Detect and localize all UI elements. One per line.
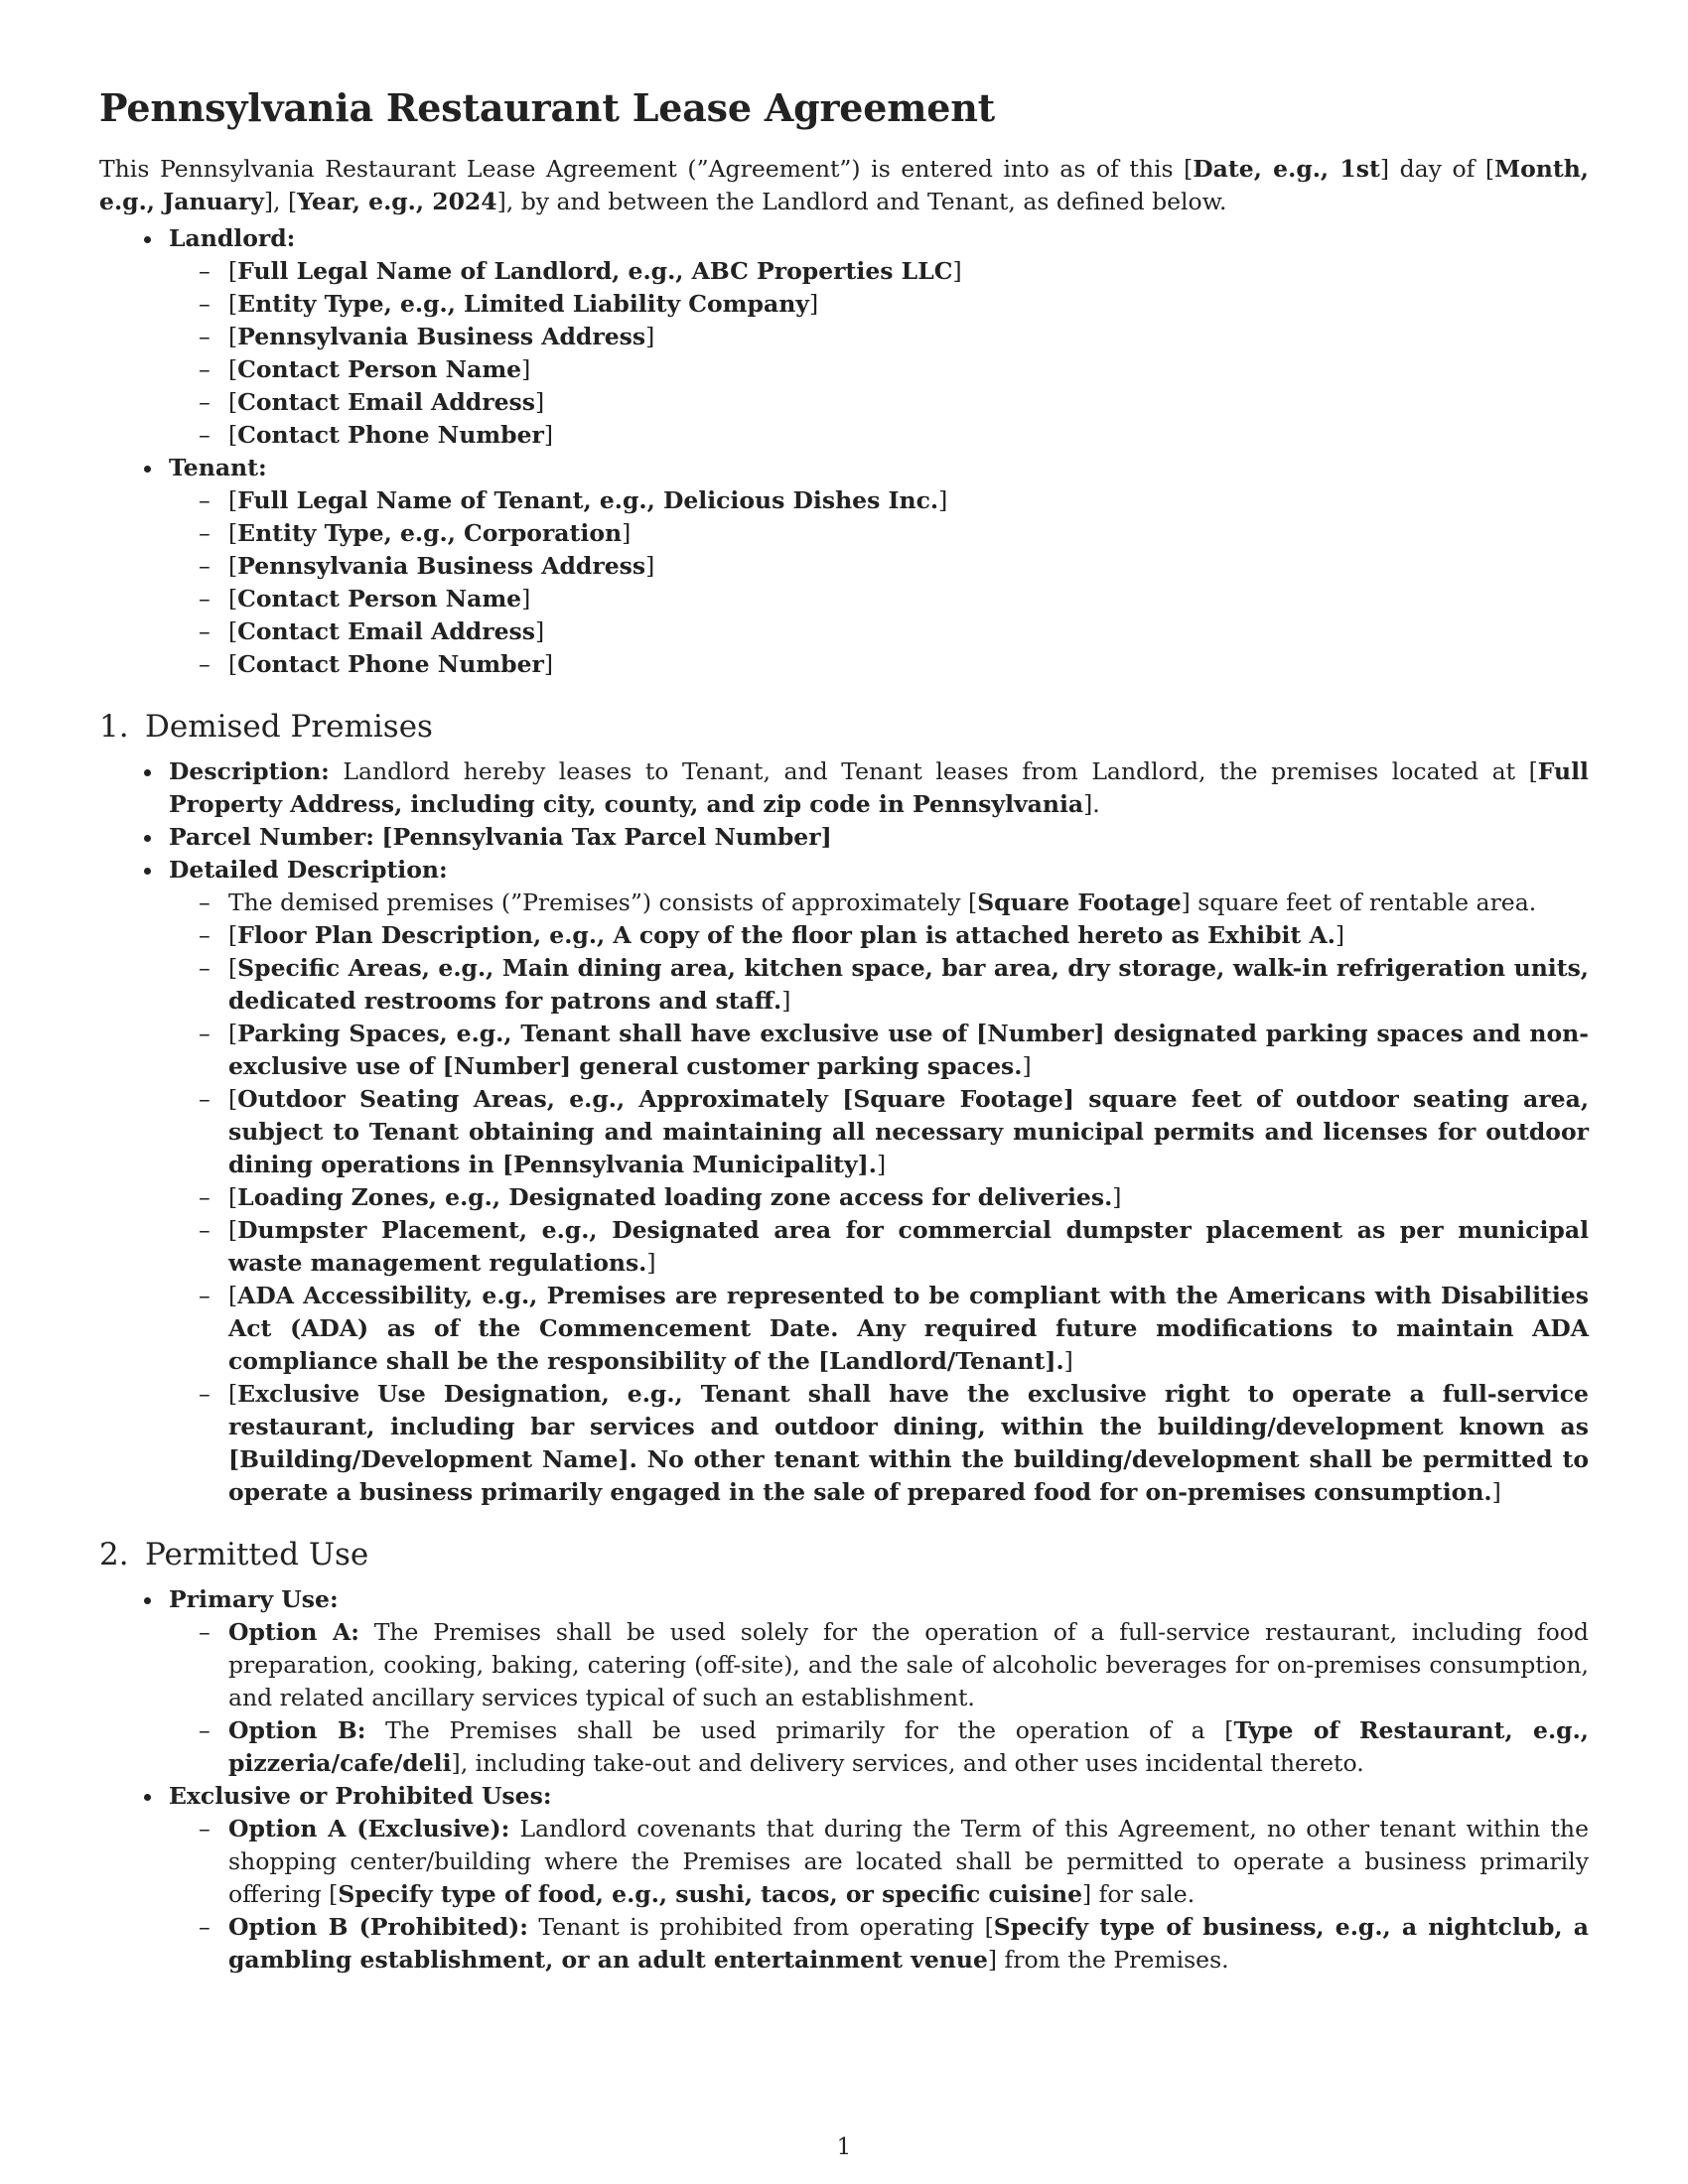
property-address: Full Property Address, including city, county, and zip code in Pennsylvania xyxy=(169,756,1589,818)
detailed-label: Detailed Description: xyxy=(169,855,448,884)
list-item: – [Floor Plan Description, e.g., A copy of the floor plan is attached hereto as Exhibit A.] xyxy=(228,919,1589,952)
section-number: 1. xyxy=(99,708,129,745)
floor-plan: Floor Plan Description, e.g., A copy of the floor plan is attached hereto as Exhibit A. xyxy=(237,920,1336,949)
option-b-text: The Premises shall be used primarily for the operation of a [ xyxy=(385,1715,1234,1744)
detailed-list xyxy=(169,887,1589,1509)
intro-text: This Pennsylvania Restaurant Lease Agreement (”Agreement”) is entered into as of this [ xyxy=(99,154,1194,183)
section-1-heading xyxy=(99,709,1589,746)
landlord-label: Landlord: xyxy=(169,223,296,252)
parcel-item xyxy=(169,821,1589,854)
tenant-email: Contact Email Address xyxy=(237,616,535,645)
option-a-exclusive-label: Option A (Exclusive): xyxy=(228,1814,510,1843)
parcel-label: Parcel Number: xyxy=(169,822,374,851)
page-number: 1 xyxy=(836,2134,852,2160)
option-b-prohibited-label: Option B (Prohibited): xyxy=(228,1912,528,1941)
tenant-address: Pennsylvania Business Address xyxy=(237,551,646,580)
option-b-label: Option B: xyxy=(228,1715,366,1744)
list-item: – [Pennsylvania Business Address] xyxy=(228,321,1589,353)
list-item: – [Parking Spaces, e.g., Tenant shall have exclusive use of [Number] designated parking spaces and non-exclusive use of [Number] general customer parking spaces.] xyxy=(228,1018,1589,1083)
landlord-address: Pennsylvania Business Address xyxy=(237,322,646,350)
ada-accessibility: ADA Accessibility, e.g., Premises are represented to be compliant with the Americans with Disabilities Act (ADA) as of the Commencement Date. Any required future modifications to maintain ADA compliance shall be the responsibility of the [Landlord/Tenant]. xyxy=(228,1281,1589,1375)
list-item: – [Full Legal Name of Landlord, e.g., ABC Properties LLC] xyxy=(228,255,1589,288)
list-item xyxy=(228,887,1589,919)
intro-date: Date, e.g., 1st xyxy=(1193,154,1380,183)
option-a-exclusive-text: Landlord covenants that during the Term of this Agreement, no other tenant within the shopping center/building where the Premises are located shall be permitted to operate a business primarily offering [ xyxy=(228,1814,1589,1908)
intro-text: ] day of [ xyxy=(1379,154,1495,183)
dumpster-placement: Dumpster Placement, e.g., Designated area for commercial dumpster placement as per municipal waste management regulations. xyxy=(228,1215,1589,1277)
landlord-email: Contact Email Address xyxy=(237,387,535,416)
description-item xyxy=(169,755,1589,821)
primary-use-options xyxy=(169,1616,1589,1780)
exclusive-uses-label: Exclusive or Prohibited Uses: xyxy=(169,1781,552,1810)
list-item: – [Full Legal Name of Tenant, e.g., Delicious Dishes Inc.] xyxy=(228,484,1589,517)
option-b-prohibited-text: Tenant is prohibited from operating [ xyxy=(538,1912,994,1941)
intro-year: Year, e.g., 2024 xyxy=(297,187,497,215)
primary-use-label: Primary Use: xyxy=(169,1584,339,1613)
tenant-name: Full Legal Name of Tenant, e.g., Delicious Dishes Inc. xyxy=(237,485,939,514)
option-b-text: ], including take-out and delivery services, and other uses incidental thereto. xyxy=(451,1748,1364,1777)
list-item: – [Contact Phone Number] xyxy=(228,648,1589,681)
intro-text: ], by and between the Landlord and Tenant, as defined below. xyxy=(496,187,1227,215)
list-item: – [Contact Person Name] xyxy=(228,583,1589,615)
parcel-value: [Pennsylvania Tax Parcel Number] xyxy=(381,822,832,851)
landlord-details xyxy=(169,255,1589,452)
tenant-phone: Contact Phone Number xyxy=(237,649,544,678)
description-text: Landlord hereby leases to Tenant, and Tenant leases from Landlord, the premises located at [ xyxy=(343,756,1538,785)
list-item xyxy=(228,1714,1589,1780)
tenant-item xyxy=(169,452,1589,681)
square-footage: Square Footage xyxy=(977,887,1182,916)
option-a-exclusive-text: ] for sale. xyxy=(1082,1879,1196,1908)
list-item: – [Exclusive Use Designation, e.g., Tenant shall have the exclusive right to operate a full-service restaurant, including bar services and outdoor dining, within the building/development known as [Building/Development Name]. No other tenant within the building/development shall be permitted to operate a business primarily engaged in the sale of prepared food for on-premises consumption.] xyxy=(228,1378,1589,1509)
list-item: – [Loading Zones, e.g., Designated loading zone access for deliveries.] xyxy=(228,1181,1589,1214)
document-page xyxy=(99,85,1589,1977)
specific-areas: Specific Areas, e.g., Main dining area, kitchen space, bar area, dry storage, walk-in refrigeration units, dedicated restrooms for patrons and staff. xyxy=(228,953,1589,1015)
list-item xyxy=(228,1911,1589,1977)
list-item: – [Entity Type, e.g., Corporation] xyxy=(228,517,1589,550)
document-title: Pennsylvania Restaurant Lease Agreement xyxy=(99,85,996,130)
primary-use-item xyxy=(169,1583,1589,1780)
section-number: 2. xyxy=(99,1536,129,1572)
intro-month: Month, e.g., January xyxy=(99,154,1589,215)
section-2-heading xyxy=(99,1537,1589,1573)
parties-list xyxy=(99,222,1589,681)
detailed-description-item xyxy=(169,854,1589,1509)
premises-text: ] square feet of rentable area. xyxy=(1181,887,1537,916)
list-item: – [Contact Person Name] xyxy=(228,353,1589,386)
tenant-contact: Contact Person Name xyxy=(237,584,522,613)
section-1-list xyxy=(99,755,1589,1509)
outdoor-seating: Outdoor Seating Areas, e.g., Approximately [Square Footage] square feet of outdoor seating area, subject to Tenant obtaining and maintaining all necessary municipal permits and licenses for outdoor dining operations in [Pennsylvania Municipality]. xyxy=(228,1084,1589,1178)
parking-spaces: Parking Spaces, e.g., Tenant shall have exclusive use of [Number] designated parking spaces and non-exclusive use of [Number] general customer parking spaces. xyxy=(228,1019,1589,1080)
tenant-entity: Entity Type, e.g., Corporation xyxy=(237,518,623,547)
list-item: – [Contact Phone Number] xyxy=(228,419,1589,452)
list-item: – [Pennsylvania Business Address] xyxy=(228,550,1589,583)
list-item: – [ADA Accessibility, e.g., Premises are represented to be compliant with the Americans with Disabilities Act (ADA) as of the Commencement Date. Any required future modifications to maintain ADA compliance shall be the responsibility of the [Landlord/Tenant].] xyxy=(228,1280,1589,1378)
food-type: Specify type of food, e.g., sushi, tacos, or specific cuisine xyxy=(338,1879,1083,1908)
list-item xyxy=(228,1813,1589,1911)
description-label: Description: xyxy=(169,756,330,785)
list-item: – [Outdoor Seating Areas, e.g., Approximately [Square Footage] square feet of outdoor seating area, subject to Tenant obtaining and maintaining all necessary municipal permits and licenses for outdoor dining operations in [Pennsylvania Municipality].] xyxy=(228,1083,1589,1181)
description-end: ]. xyxy=(1083,789,1100,818)
list-item: – [Contact Email Address] xyxy=(228,615,1589,648)
business-type: Specify type of business, e.g., a nightclub, a gambling establishment, or an adult entertainment venue xyxy=(228,1912,1589,1974)
exclusive-uses-item xyxy=(169,1780,1589,1977)
exclusive-use: Exclusive Use Designation, e.g., Tenant shall have the exclusive right to operate a full-service restaurant, including bar services and outdoor dining, within the building/development known as [Building/Development Name]. No other tenant within the building/development shall be permitted to operate a business primarily engaged in the sale of prepared food for on-premises consumption. xyxy=(228,1379,1589,1506)
option-a-text: The Premises shall be used solely for the operation of a full-service restaurant, including food preparation, cooking, baking, catering (off-site), and the sale of alcoholic beverages for on-premises consumption, and related ancillary services typical of such an establishment. xyxy=(228,1617,1589,1711)
intro-text: ], [ xyxy=(263,187,298,215)
option-b-prohibited-text: ] from the Premises. xyxy=(987,1945,1229,1974)
list-item: – [Specific Areas, e.g., Main dining area, kitchen space, bar area, dry storage, walk-in refrigeration units, dedicated restrooms for patrons and staff.] xyxy=(228,952,1589,1018)
section-title: Permitted Use xyxy=(145,1536,369,1572)
section-2-list xyxy=(99,1583,1589,1977)
list-item xyxy=(228,1616,1589,1714)
landlord-entity: Entity Type, e.g., Limited Liability Company xyxy=(237,289,809,318)
tenant-label: Tenant: xyxy=(169,453,267,481)
landlord-item xyxy=(169,222,1589,452)
list-item: – [Dumpster Placement, e.g., Designated area for commercial dumpster placement as per municipal waste management regulations.] xyxy=(228,1214,1589,1280)
restaurant-type: Type of Restaurant, e.g., pizzeria/cafe/deli xyxy=(228,1715,1589,1777)
landlord-contact: Contact Person Name xyxy=(237,354,522,383)
option-a-label: Option A: xyxy=(228,1617,359,1646)
list-item: – [Contact Email Address] xyxy=(228,386,1589,419)
intro-paragraph xyxy=(99,153,1589,218)
landlord-name: Full Legal Name of Landlord, e.g., ABC Properties LLC xyxy=(237,256,953,285)
loading-zones: Loading Zones, e.g., Designated loading zone access for deliveries. xyxy=(237,1182,1113,1211)
exclusive-uses-options xyxy=(169,1813,1589,1977)
premises-text: The demised premises (”Premises”) consists of approximately [ xyxy=(228,887,978,916)
tenant-details xyxy=(169,484,1589,681)
list-item: – [Entity Type, e.g., Limited Liability Company] xyxy=(228,288,1589,321)
landlord-phone: Contact Phone Number xyxy=(237,420,544,449)
section-title: Demised Premises xyxy=(145,708,433,745)
